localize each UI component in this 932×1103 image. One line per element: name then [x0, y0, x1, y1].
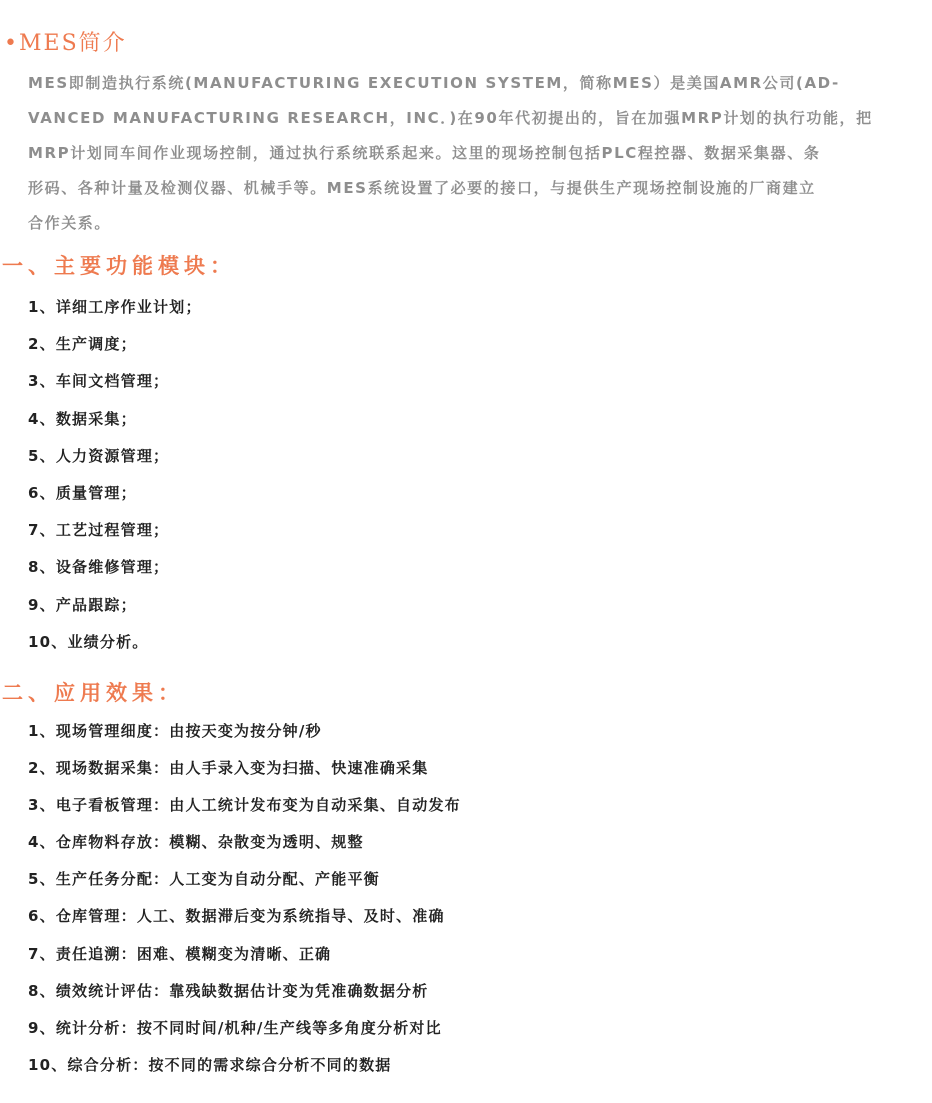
functions-heading: 一、主要功能模块： [2, 253, 236, 278]
list-item: 1、详细工序作业计划； [28, 298, 202, 316]
list-item: 6、质量管理； [28, 483, 137, 502]
list-item: 8、设备维修管理； [28, 558, 170, 577]
list-item: 4、仓库物料存放：模糊、杂散变为透明、规整 [28, 833, 364, 852]
list-item: 7、责任追溯：困难、模糊变为清晰、正确 [28, 944, 332, 963]
intro-line: 合作关系。 [28, 214, 112, 232]
list-item: 7、工艺过程管理； [28, 521, 170, 540]
list-item: 9、产品跟踪； [28, 595, 137, 614]
list-item: 6、仓库管理：人工、数据滞后变为系统指导、及时、准确 [28, 907, 445, 926]
mes-intro-paragraph [28, 66, 918, 241]
list-item: 3、电子看板管理：由人工统计发布变为自动采集、自动发布 [28, 796, 461, 815]
intro-line: VANCED MANUFACTURING RESEARCH，INC．)在90年代初提出的，旨在加强MRP计划的执行功能，把 [28, 109, 873, 127]
intro-line: 形码、各种计量及检测仪器、机械手等。MES系统设置了必要的接口，与提供生产现场控制设施的厂商建立 [28, 179, 816, 197]
list-item: 4、数据采集； [28, 409, 137, 428]
intro-line: MES即制造执行系统(MANUFACTURING EXECUTION SYSTEM，简称MES）是美国AMR公司(AD- [28, 74, 840, 92]
list-item: 10、综合分析：按不同的需求综合分析不同的数据 [28, 1055, 392, 1074]
list-item: 5、人力资源管理； [28, 446, 170, 465]
list-item: 8、绩效统计评估：靠残缺数据估计变为凭准确数据分析 [28, 981, 429, 1000]
effects-heading: 二、应用效果： [2, 680, 184, 705]
intro-line: MRP计划同车间作业现场控制，通过执行系统联系起来。这里的现场控制包括PLC程控器、数据采集器、条 [28, 144, 821, 162]
list-item: 3、车间文档管理； [28, 372, 170, 391]
functions-list [28, 289, 202, 661]
list-item: 2、生产调度； [28, 335, 137, 354]
list-item: 9、统计分析：按不同时间/机种/生产线等多角度分析对比 [28, 1018, 442, 1037]
list-item: 5、生产任务分配：人工变为自动分配、产能平衡 [28, 870, 380, 889]
list-item: 1、现场管理细度：由按天变为按分钟/秒 [28, 722, 322, 740]
effects-list [28, 713, 461, 1084]
mes-intro-heading: •MES简介 [4, 31, 127, 56]
list-item: 2、现场数据采集：由人手录入变为扫描、快速准确采集 [28, 759, 429, 778]
list-item: 10、业绩分析。 [28, 632, 149, 651]
